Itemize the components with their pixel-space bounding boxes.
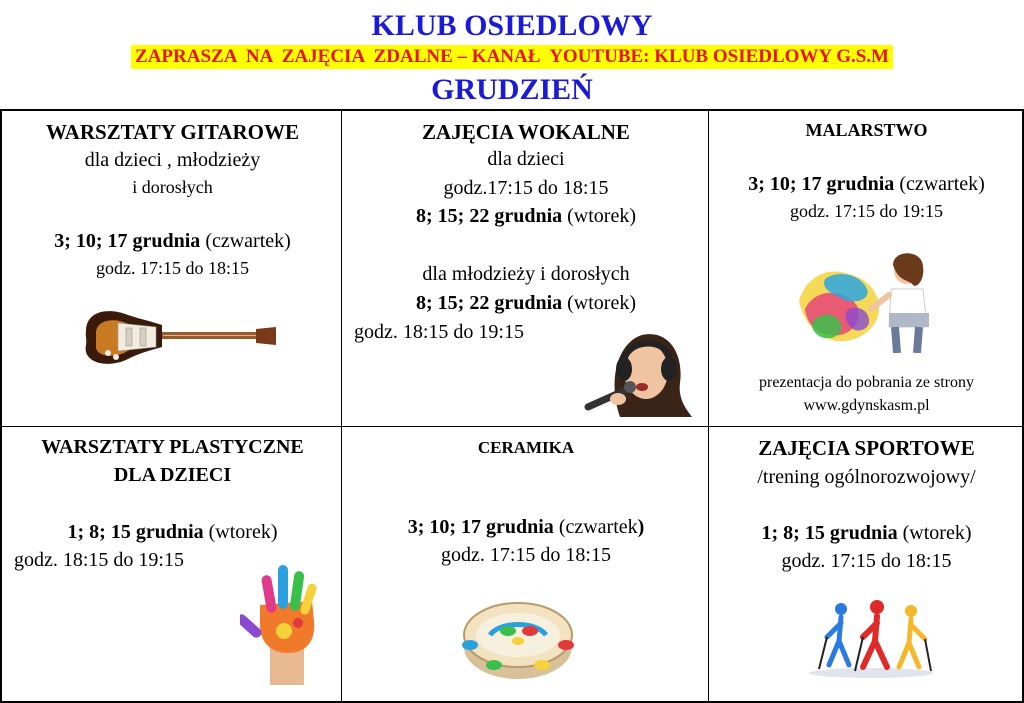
audience-line: dla dzieci , młodzieży bbox=[84, 149, 261, 171]
weekday: (czwartek) bbox=[894, 173, 985, 195]
schedule-table bbox=[0, 109, 1024, 703]
dates: 1; 8; 15 grudnia bbox=[67, 521, 204, 543]
cell-subtitle: /trening ogólnorozwojowy/ bbox=[757, 466, 976, 488]
dates: 3; 10; 17 grudnia bbox=[748, 173, 895, 195]
cell-title: ZAJĘCIA WOKALNE bbox=[422, 120, 630, 144]
cell-title: CERAMIKA bbox=[477, 438, 575, 457]
cell-vocal-classes bbox=[341, 110, 709, 427]
dates: 8; 15; 22 grudnia bbox=[416, 205, 563, 227]
cell-guitar-workshop bbox=[1, 110, 342, 427]
weekday: (wtorek) bbox=[562, 205, 636, 227]
dates-line bbox=[709, 172, 1023, 197]
nordic-walking-icon bbox=[801, 599, 941, 679]
guitar-icon bbox=[78, 301, 278, 373]
cell-painting bbox=[708, 110, 1023, 427]
dates-line bbox=[709, 521, 1023, 546]
cell-title: WARSZTATY GITAROWE bbox=[45, 120, 299, 144]
page-title: KLUB OSIEDLOWY bbox=[371, 9, 653, 42]
invitation-banner: ZAPRASZA NA ZAJĘCIA ZDALNE – KANAŁ YOUTUBE: KLUB OSIEDLOWY G.S.M bbox=[131, 45, 893, 69]
weekday: (czwartek bbox=[553, 516, 638, 538]
singer-icon bbox=[580, 323, 700, 417]
dates-line bbox=[2, 229, 342, 254]
dates-line bbox=[2, 520, 342, 545]
cell-subtitle: DLA DZIECI bbox=[113, 464, 232, 486]
hours-line: godz. 18:15 do 19:15 bbox=[14, 549, 184, 571]
note-line: prezentacja do pobrania ze strony bbox=[758, 374, 974, 391]
hours-line: godz. 17:15 do 19:15 bbox=[790, 201, 943, 221]
cell-title: ZAJĘCIA SPORTOWE bbox=[758, 436, 975, 460]
dates: 3; 10; 17 grudnia bbox=[54, 230, 201, 252]
hours-line: godz. 18:15 do 19:15 bbox=[354, 321, 524, 343]
hours-line: godz. 17:15 do 18:15 bbox=[441, 544, 611, 566]
weekday: (wtorek) bbox=[562, 292, 636, 314]
painting-icon bbox=[795, 249, 945, 353]
cell-title: MALARSTWO bbox=[805, 120, 928, 140]
weekday: (wtorek) bbox=[203, 521, 278, 543]
weekday: (czwartek) bbox=[200, 230, 291, 252]
audience-line: i dorosłych bbox=[132, 177, 213, 197]
cell-title: WARSZTATY PLASTYCZNE bbox=[41, 436, 304, 458]
hours-line: godz. 17:15 do 18:15 bbox=[96, 258, 249, 278]
weekday: (wtorek) bbox=[897, 522, 972, 544]
cell-ceramics bbox=[341, 426, 709, 702]
painted-hand-icon bbox=[240, 561, 332, 685]
dates: 8; 15; 22 grudnia bbox=[416, 292, 563, 314]
cell-art-workshop bbox=[1, 426, 342, 702]
dates-line bbox=[342, 291, 709, 316]
dates-line bbox=[342, 204, 709, 229]
month-heading: GRUDZIEŃ bbox=[431, 73, 593, 106]
ceramic-tambourine-icon bbox=[460, 585, 576, 685]
audience-line: dla młodzieży i dorosłych bbox=[422, 263, 630, 285]
dates: 1; 8; 15 grudnia bbox=[761, 522, 898, 544]
closing-paren: ) bbox=[637, 516, 645, 538]
cell-sports bbox=[708, 426, 1023, 702]
audience-line: dla dzieci bbox=[487, 148, 565, 170]
dates-line bbox=[342, 515, 709, 540]
website-text: www.gdynskasm.pl bbox=[803, 397, 930, 414]
hours-line: godz.17:15 do 18:15 bbox=[443, 177, 609, 199]
banner-row bbox=[0, 45, 1024, 69]
dates: 3; 10; 17 grudnia bbox=[407, 516, 554, 538]
hours-line: godz. 17:15 do 18:15 bbox=[781, 550, 952, 572]
